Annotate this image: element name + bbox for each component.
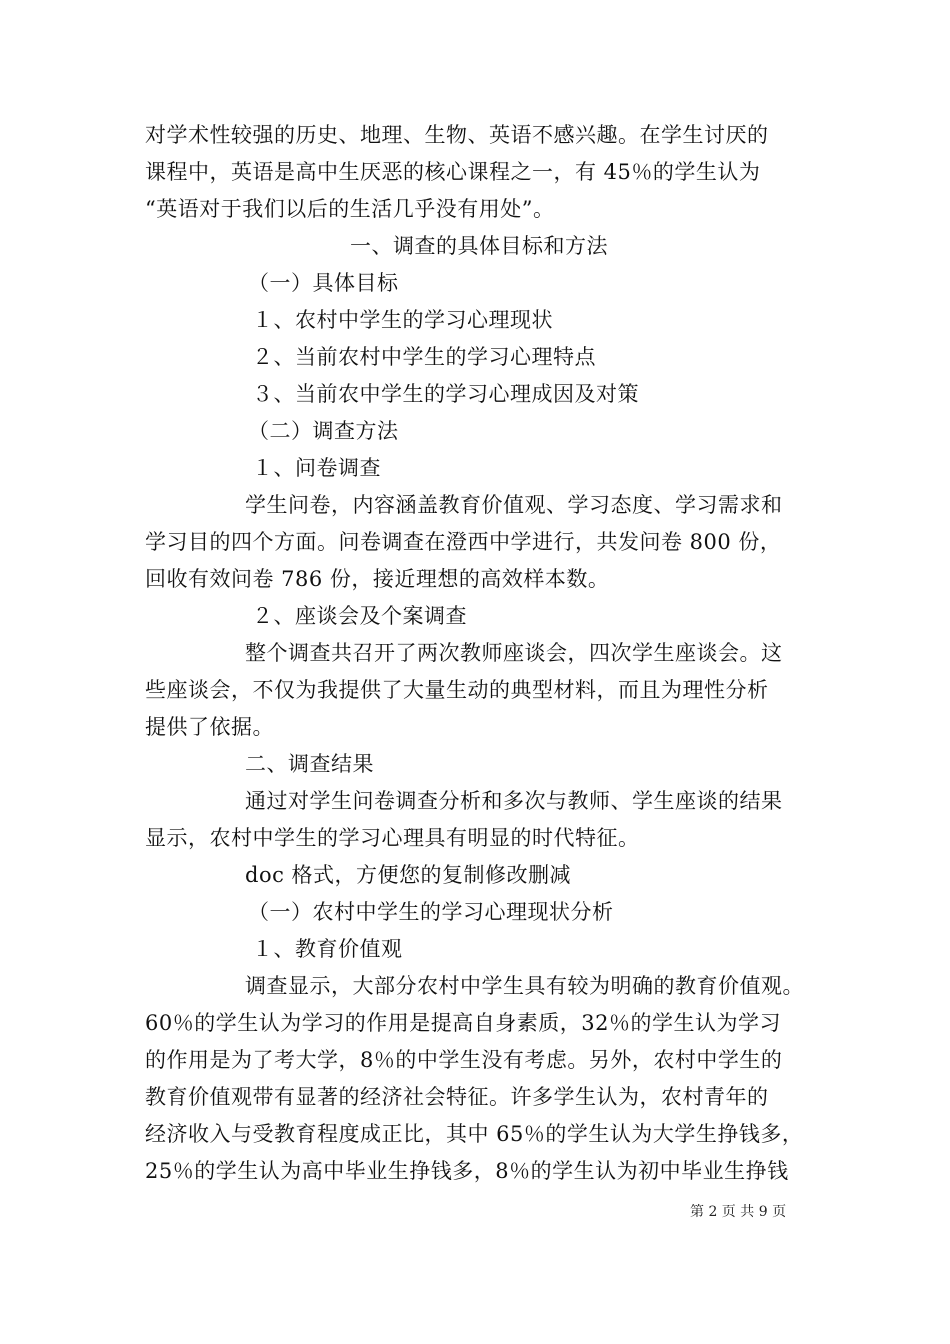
paragraph-line: 25％的学生认为高中毕业生挣钱多，8％的学生认为初中毕业生挣钱 (145, 1159, 789, 1183)
document-body (145, 117, 825, 1190)
section-heading: 二、调查结果 (245, 752, 374, 776)
list-item: １、问卷调查 (252, 456, 381, 480)
paragraph-line: 显示，农村中学生的学习心理具有明显的时代特征。 (145, 826, 640, 850)
paragraph-line: 学习目的四个方面。问卷调查在澄西中学进行，共发问卷 800 份， (145, 530, 782, 554)
list-item: １、农村中学生的学习心理现状 (252, 308, 553, 332)
paragraph-line: 些座谈会，不仅为我提供了大量生动的典型材料，而且为理性分析 (145, 678, 769, 702)
paragraph-line: 调查显示，大部分农村中学生具有较为明确的教育价值观。 (245, 974, 804, 998)
paragraph-line: 教育价值观带有显著的经济社会特征。许多学生认为，农村青年的 (145, 1085, 769, 1109)
paragraph-line: 对学术性较强的历史、地理、生物、英语不感兴趣。在学生讨厌的 (145, 123, 769, 147)
list-item: ２、座谈会及个案调查 (252, 604, 467, 628)
paragraph-line: 60％的学生认为学习的作用是提高自身素质，32％的学生认为学习 (145, 1011, 781, 1035)
list-item: ３、当前农中学生的学习心理成因及对策 (252, 382, 639, 406)
paragraph-line: “英语对于我们以后的生活几乎没有用处”。 (145, 197, 555, 221)
paragraph-line: 提供了依据。 (145, 715, 274, 739)
subsection-heading: （一）农村中学生的学习心理现状分析 (248, 900, 614, 924)
paragraph-line: 整个调查共召开了两次教师座谈会，四次学生座谈会。这 (245, 641, 783, 665)
list-item: １、教育价值观 (252, 937, 403, 961)
paragraph-line: 的作用是为了考大学，8％的中学生没有考虑。另外，农村中学生的 (145, 1048, 783, 1072)
paragraph-line: doc 格式，方便您的复制修改删减 (245, 863, 572, 887)
subsection-heading: （二）调查方法 (248, 419, 399, 443)
paragraph-line: 回收有效问卷 786 份，接近理想的高效样本数。 (145, 567, 610, 591)
paragraph-line: 经济收入与受教育程度成正比，其中 65％的学生认为大学生挣钱多， (145, 1122, 804, 1146)
section-heading: 一、调查的具体目标和方法 (350, 234, 608, 258)
subsection-heading: （一）具体目标 (248, 271, 399, 295)
list-item: ２、当前农村中学生的学习心理特点 (252, 345, 596, 369)
page-number: 第 2 页 共 9 页 (690, 1204, 787, 1220)
paragraph-line: 学生问卷，内容涵盖教育价值观、学习态度、学习需求和 (245, 493, 783, 517)
paragraph-line: 通过对学生问卷调查分析和多次与教师、学生座谈的结果 (245, 789, 783, 813)
paragraph-line: 课程中，英语是高中生厌恶的核心课程之一，有 45％的学生认为 (145, 160, 761, 184)
